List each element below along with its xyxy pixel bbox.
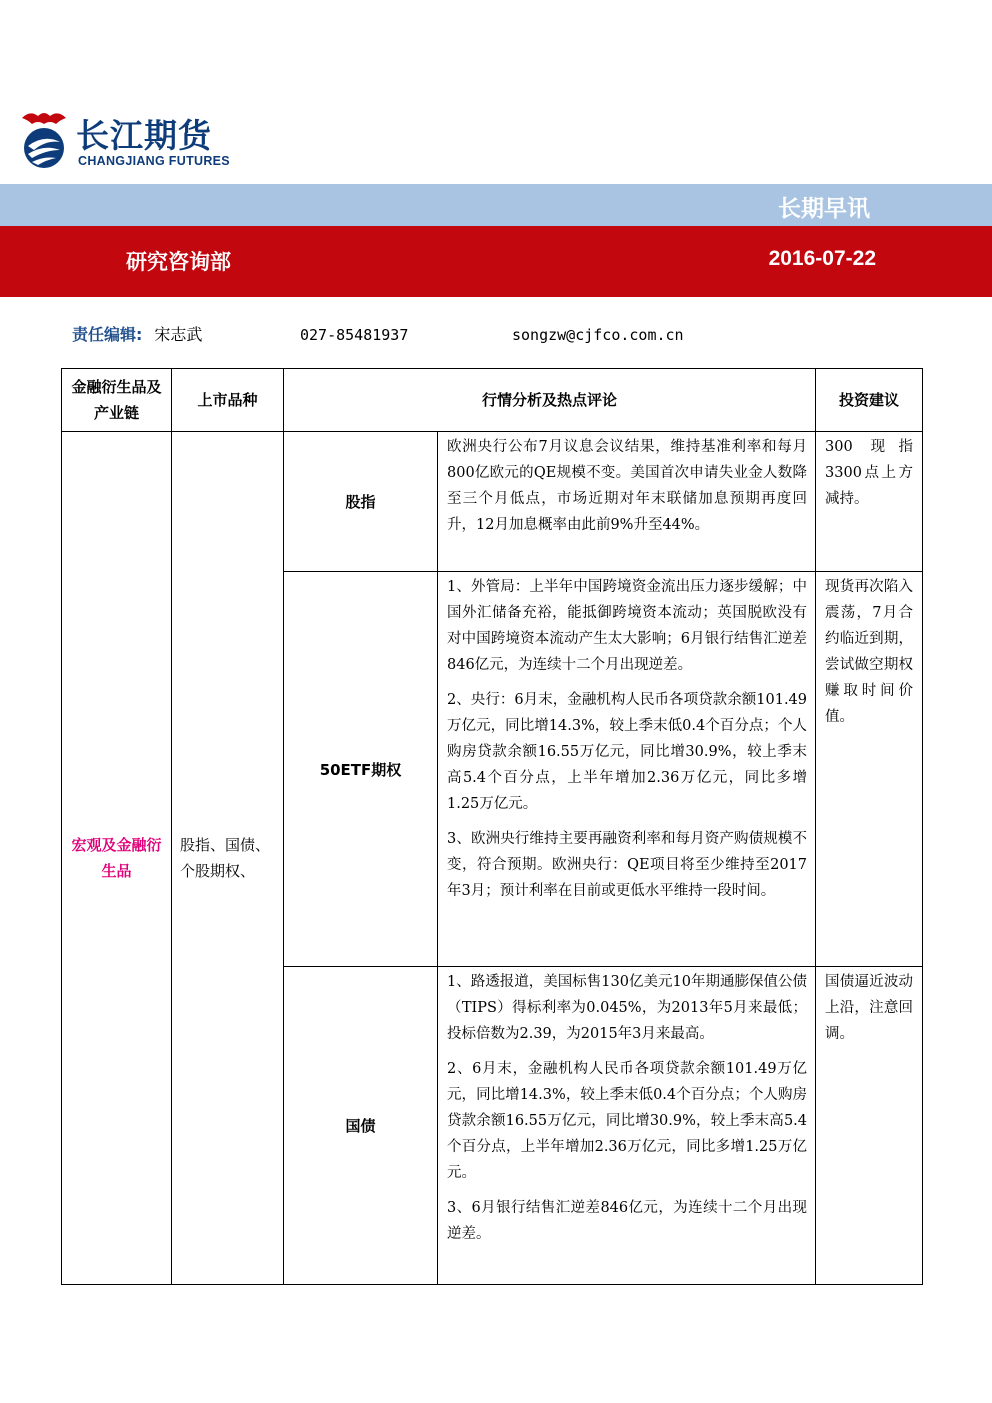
logo-chinese-text: 长江期货 (76, 116, 212, 155)
row-name: 国债 (284, 967, 438, 1285)
row-name: 50ETF期权 (284, 572, 438, 967)
company-logo (16, 108, 256, 172)
row-advice: 国债逼近波动上沿，注意回调。 (816, 967, 923, 1285)
analysis-paragraph: 2、6月末，金融机构人民币各项贷款余额101.49万亿元，同比增14.3%，较上季末低0.4个百分点；个人购房贷款余额16.55万亿元，同比增30.9%，较上季末高5.4个百分点，上半年增加2.36万亿元，同比多增1.25万亿元。 (447, 1061, 808, 1181)
row-analysis (438, 572, 816, 967)
products-cell: 股指、国债、个股期权、 (172, 432, 284, 1285)
category-cell: 宏观及金融衍生品 (62, 432, 172, 1285)
header-analysis: 行情分析及热点评论 (284, 369, 816, 432)
title-band (0, 184, 992, 226)
row-analysis (438, 967, 816, 1285)
analysis-paragraph: 1、路透报道，美国标售130亿美元10年期通膨保值公债（TIPS）得标利率为0.045%，为2013年5月来最低；投标倍数为2.39，为2015年3月来最高。 (447, 974, 808, 1042)
editor-line (72, 322, 684, 348)
editor-label: 责任编辑: (72, 325, 143, 344)
brief-title: 长期早讯 (778, 196, 870, 222)
analysis-paragraph: 3、6月银行结售汇逆差846亿元，为连续十二个月出现逆差。 (447, 1200, 808, 1242)
table-row (62, 432, 923, 572)
analysis-paragraph: 1、外管局：上半年中国跨境资金流出压力逐步缓解；中国外汇储备充裕，能抵御跨境资本流动；英国脱欧没有对中国跨境资本流动产生太大影响；6月银行结售汇逆差846亿元，为连续十二个月出现逆差。 (447, 579, 808, 673)
row-advice: 现货再次陷入震荡，7月合约临近到期，尝试做空期权赚取时间价值。 (816, 572, 923, 967)
editor-name: 宋志武 (154, 325, 203, 344)
analysis-paragraph: 3、欧洲央行维持主要再融资利率和每月资产购债规模不变，符合预期。欧洲央行：QE项目将至少维持至2017年3月；预计利率在目前或更低水平维持一段时间。 (447, 831, 808, 899)
analysis-paragraph: 2、央行：6月末，金融机构人民币各项贷款余额101.49万亿元，同比增14.3%，较上季末低0.4个百分点；个人购房贷款余额16.55万亿元，同比增30.9%，较上季末高5.4个百分点，上半年增加2.36万亿元，同比多增1.25万亿元。 (447, 692, 808, 812)
header-category: 金融衍生品及产业链 (62, 369, 172, 432)
editor-email[interactable]: songzw@cjfco.com.cn (512, 326, 684, 344)
department-band (0, 226, 992, 297)
analysis-paragraph: 欧洲央行公布7月议息会议结果，维持基准利率和每月800亿欧元的QE规模不变。美国首次申请失业金人数降至三个月低点，市场近期对年末联储加息预期再度回升，12月加息概率由此前9%升至44%。 (447, 439, 808, 533)
analysis-table (61, 368, 923, 1285)
dragon-emblem-icon (16, 108, 72, 172)
editor-phone: 027-85481937 (300, 326, 409, 344)
table-header-row (62, 369, 923, 432)
logo-english-text: CHANGJIANG FUTURES (78, 154, 230, 168)
row-name: 股指 (284, 432, 438, 572)
header-products: 上市品种 (172, 369, 284, 432)
report-date: 2016-07-22 (768, 247, 876, 270)
row-analysis (438, 432, 816, 572)
row-advice: 300 现指3300点上方减持。 (816, 432, 923, 572)
header-advice: 投资建议 (816, 369, 923, 432)
department-name: 研究咨询部 (126, 250, 231, 274)
